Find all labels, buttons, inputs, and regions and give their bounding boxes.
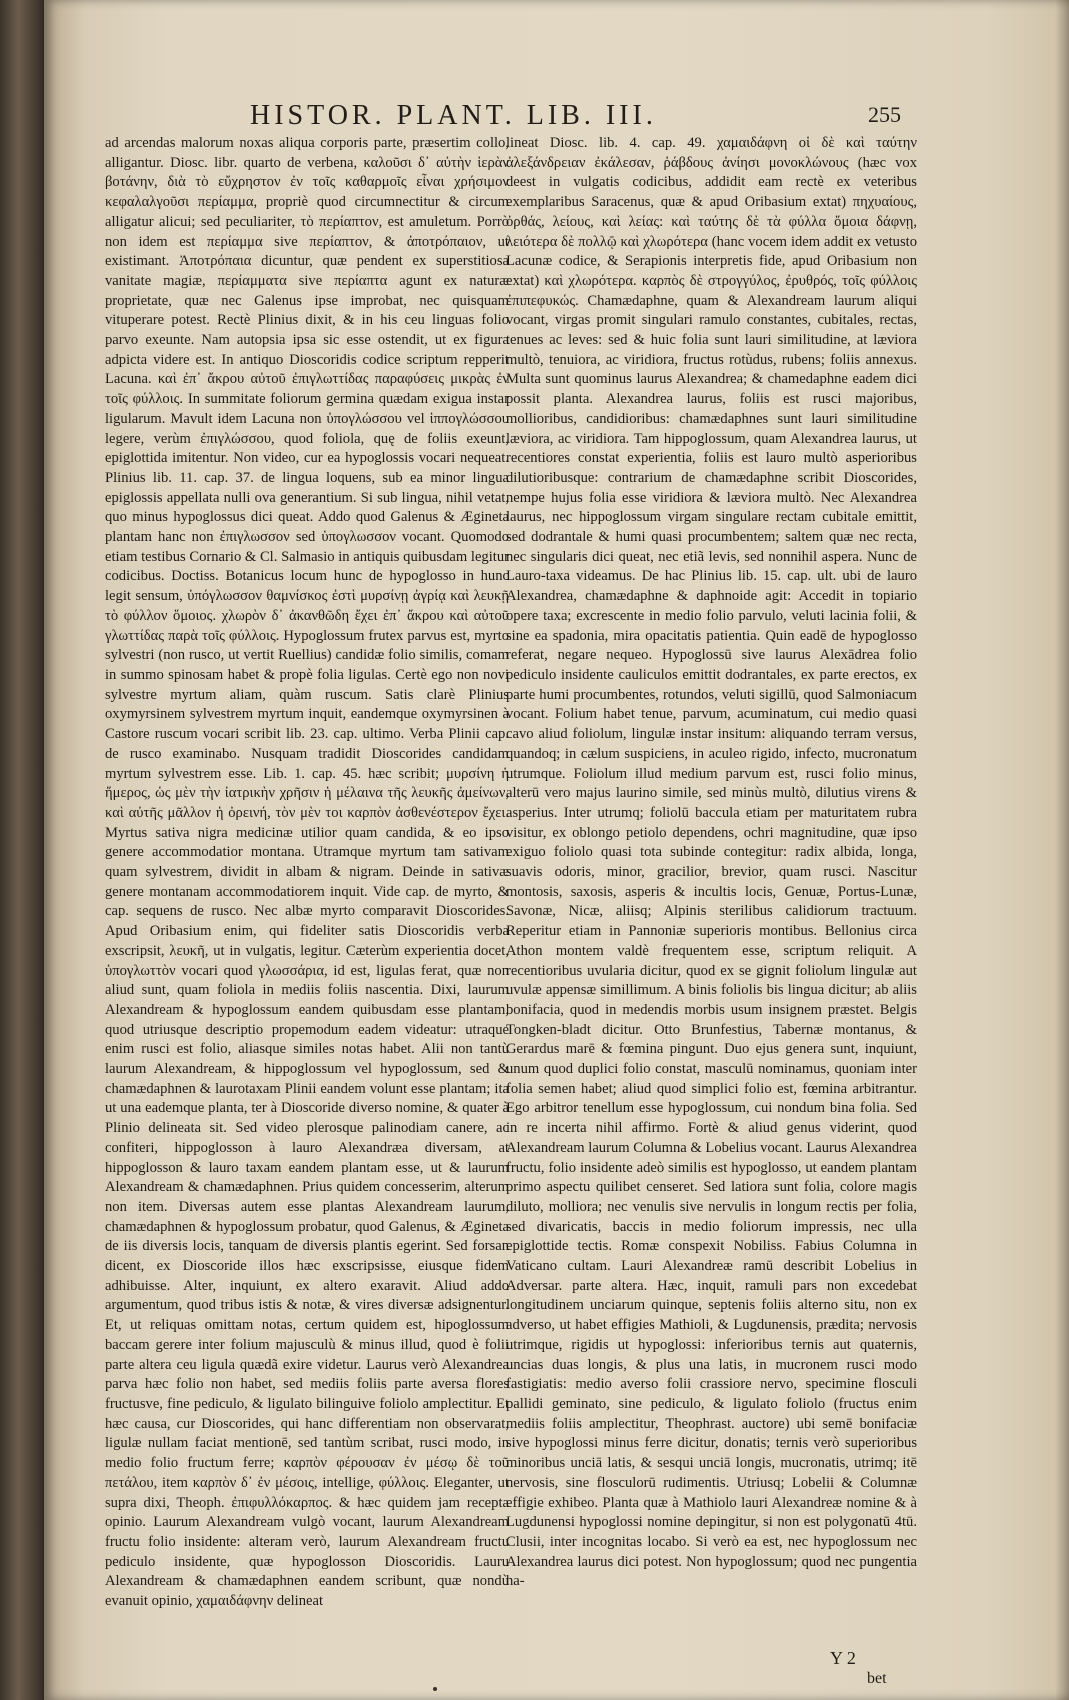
column-text: lineat Diosc. lib. 4. cap. 49. χαμαιδάφνη οἱ δὲ καὶ ταύτην ἀλεξάνδρειαν ἐκάλεσαν, ῥάβδους ἀνίησι μονοκλώνους (hæc vox deest in vulgatis codicibus, addidit eam rectè ex veteribus exemplaribus Saracenus, quæ & apud Oribasium extat) πηχυαίους, ὀρθάς, λείους, καὶ λείας: καὶ ταύτης δὲ τὰ φύλλα ὅμοια δάφνῃ, λειότερα δὲ πολλῷ καὶ χλωρότερα (hanc vocem idem addit ex vetusto Lacunæ codice, & Serapionis interpretis fide, apud Oribasium non extat) καὶ χλωρότερα. καρπὸς δὲ στρογγύλος, ἐρυθρός, τοῖς φύλλοις ἐπιπεφυκώς. Chamædaphne, quam & Alexandream laurum aliqui vocant, virgas promit singulari ramulo constantes, cubitales, rectas, tenues ac leves: sed & huic folia sunt lauri similitudine, at læviora multò, tenuiora, ac viridiora, fructus rotùdus, rubens; foliis annexus. Multa sunt quominus laurus Alexandrea; & chamedaphne eadem dici possit planta. Alexandrea laurus, foliis est rusci majoribus, mollioribus, candidioribus: chamædaphnes sunt lauri similitudine læviora, ac viridiora. Tam hippoglossum, quam Alexandrea laurus, ut recentiores constat experientia, foliis est lauro multò asperioribus dilutioribusque: contrarium de chamædaphne scribit Dioscorides, nempe hujus folia esse viridiora & læviora multò. Nec Alexandrea laurus, nec hippoglossum virgam singulare rectam cubitale emittit, sed dodrantale & humi quasi procumbentem; saltem quæ nec recta, nec singularis dici queat, nec etiã levis, sed nonnihil aspera. Nunc de Lauro-taxa videamus. De hac Plinius lib. 15. cap. ult. ubi de lauro Alexandrea, chamædaphne & daphnoide agit: Accedit in topiario opere taxa; excrescente in medio folio parvulo, veluti lacinia folii, & sine ea spadonia, mira opacitatis patientia. Quin eadē de hypoglosso referat, negare nequeo. Hypoglossū sive laurus Alexādrea folio pediculo insidente cauliculos emittit dodrantales, ex parte erectos, ex parte humi procumbentes, rotundos, veluti sigillū, quod Salmoniacum vocant. Folium habet tenue, parvum, acuminatum, cui medio quasi cavo aliud foliolum, lingulæ instar insitum: aliquando terram versus, quandoq; in cælum suspiciens, in aculeo rigido, infecto, mucronatum utrumque. Foliolum illud medium parvum est, rusci folio minus, alterū vero majus laurino simile, sed minùs multò, dilutius virens & asperius. Inter utrumq; foliolū baccula etiam per maturitatem rubra visitur, ex oblongo petiolo dependens, ochri magnitudine, quæ ipso exiguo foliolo quasi tota subinde contegitur: radix albida, longa, suavis odoris, minor, gracilior, brevior, quam rusci. Nascitur montosis, saxosis, asperis & incultis locis, Genuæ, Portus-Lunæ, Savonæ, Nicæ, aliisq; Alpinis sterilibus calidiorum tractuum. Reperitur etiam in Pannoniæ superioris montibus. Bellonius circa Athon montem valdè frequentem esse, scriptum reliquit. A recentioribus uvularia dicitur, quod ex se gignit foliolum lingulæ aut uvulæ appensæ simillimum. A binis foliolis bis lingua dicitur; ab aliis bonifacia, quod in medendis morbis usum insignem præstet. Belgis Tongken-bladt dicitur. Otto Brunfestius, Tabernæ montanus, & Gerardus marē & fœmina pingunt. Duo ejus genera sunt, inquiunt, unum quod duplici folio constat, masculū nominamus, quoniam inter folia semen habet; aliud quod simplici folio est, fœmina arbitrantur. Ego arbitror tenellum esse hypoglossum, cui nondum bina folia. Sed in re incerta nihil affirmo. Fortè & aliud genus viderint, quod Alexandream laurum Columna & Lobelius vocant. Laurus Alexandrea fructu, folio insidente adeò similis est hypoglosso, ut eandem plantam primo aspectu quilibet censeret. Sed latiora sunt folia, colore magis diluto, molliora; nec venulis sive nervulis in longum rectis per folia, sed divaricatis, baccis in medio foliorum impressis, nec ulla epiglottide tectis. Romæ conspexit Nobiliss. Fabius Columna in Vaticano cultam. Lauri Alexandreæ ramū describit Lobelius in Adversar. parte altera. Hæc, inquit, ramuli pars non excedebat longitudinem unciarum quinque, septenis foliis alterno situ, non ex adverso, ut habet effigies Mathioli, & Lugdunensis, prædita; nervosis utrimque, rigidis ut hypoglossi: inferioribus ternis aut quaternis, uncias duas longis, & plus una latis, in mucronem rusci modo fastigiatis: medio averso folii crassiore nervo, specimine flosculi pallidi geminato, sine pediculo, & ligulato foliolo (fructus enim mediis foliis amplectitur, Theophrast. auctore) ubi semē bonifaciæ sive hypoglossi minus ferre dicitur, donatis; ternis verò superioribus minoribus unciā latis, & sesqui unciā longis, mucronatis, utrimq; itē nervosis, sine flosculorū rudimentis. Utriusq; Lobelii & Columnæ effigie exhibeo. Planta quæ à Mathiolo lauri Alexandreæ nomine & à Lugdunensi hypoglossi nomine depingitur, si non est polygonatū 4tū. Clusii, inter incognitas locabo. Si verò ea est, nec hypoglossum nec Alexandrea laurus dici potest. Non hypoglossum; quod nec pungentia ha- — [506, 135, 917, 1590]
signature-mark: Y 2 — [830, 1648, 856, 1668]
running-head: HISTOR. PLANT. LIB. III. — [250, 100, 657, 131]
text-column-left — [105, 134, 509, 1610]
column-text: ad arcendas malorum noxas aliqua corporis parte, præsertim collo, alligantur. Diosc. libr. quarto de verbena, καλοῦσι δ᾽ αὐτὴν ἱερὰν βοτάνην, διὰ τὸ εὔχρηστον ἐν τοῖς καθαρμοῖς εἶναι χρήσιμον κεφαλαλγοῦσι περίαμμα, propriè quod circumnectitur & circum alligatur alicui; sed peculiariter, τὸ περίαπτον, est amuletum. Porrò non idem est περίαμμα sive περίαπτον, & ἀποτρόπαιον, ut existimant. Ἀποτρόπαια dicuntur, quæ pendent ex superstitiosa vanitate magiæ, περίαμματα sive περίαπτα agunt ex naturæ proprietate, quæ nec Galenus ipse improbat, nec quisquam vituperare potest. Rectè Plinius dixit, & in his ceu linguas folio parvo exeunte. Nam autopsia ipsa sic esse ostendit, ut ex figura adpicta videre est. In antiquo Dioscoridis codice scriptum repperit Lacuna. καὶ ἐπ᾽ ἄκρου αὐτοῦ ἐπιγλωττίδας παραφύσεις μικρὰς ἐν τοῖς φύλλοις. In summitate foliorum germina quædam exigua instar ligularum. Mavult idem Lacuna non ὑπογλώσσου vel ἱππογλώσσου legere, verùm ἐπιγλώσσου, quod foliola, quę de foliis exeunt, epiglottida imitentur. Non video, cur ea hypoglossis vocari nequeat. Plinius lib. 11. cap. 37. de lingua loquens, sub ea minor lingua epiglossis appellata nulli ova generantium. Si sub lingua, nihil vetat, quo minus hypoglossus dici queat. Addo quod Galenus & Ægineta plantam hanc non ἐπιγλωσσον sed ὑπογλωσσον vocant. Quomodo etiam testibus Cornario & Cl. Salmasio in antiquis quibusdam legitur codicibus. Doctiss. Botanicus locum hunc de hypoglosso in hunc legit sensum, ὑπόγλωσσον θαμνίσκος ἐστὶ μυρσίνῃ ἀγρίᾳ καὶ λευκῇ τὸ φύλλον ὅμοιος. χλωρὸν δ᾽ ἀκανθῶδη ἔχει ἐπ᾽ ἄκρου καὶ αὐτοῦ γλωττίδας παρὰ τοῖς φύλλοις. Hypoglossum frutex parvus est, myrto sylvestri (non rusco, ut vertit Ruellius) candidæ folio similis, comam in summo spinosam habet & propè folia ligulas. Certè ego non novi sylvestre myrtum aliam, quàm ruscum. Satis clarè Plinius oxymyrsinem sylvestrem myrtum inquit, eandemque oxymyrsinen à Castore ruscum vocari scribit lib. 23. cap. ultimo. Verba Plinii cap. de rusco examinabo. Nusquam tradidit Dioscorides candidam myrtum sylvestrem esse. Lib. 1. cap. 45. hæc scribit; μυρσίνη ἡ ἥμερος, ὡς μὲν τὴν ἰατρικὴν χρῆσιν ἡ μέλαινα τῆς λευκῆς ἀμείνων, καὶ αὐτῆς μᾶλλον ἡ ὀρεινή, τὸν μὲν τοι καρπὸν ἀσθενέστερον ἔχει. Myrtus sativa nigra medicinæ utilior quam candida, & eo ipso genere accommodatior montana. Utramque myrtum tam sativam quam sylvestrem, dividit in albam & nigram. Deinde in sativæ genere montanam accommodatiorem inquit. Vide cap. de myrto, & cap. sequens de rusco. Nec albæ myrto comparavit Dioscorides. Apud Oribasium enim, qui fideliter satis Dioscoridis verba exscripsit, λευκῆ, ut in vulgatis, legitur. Cæterùm experientia docet, ὑπογλωττὸν vocari quod γλωσσάρια, id est, ligulas ferat, quæ non aliud sunt, quam foliola in mediis foliis nascentia. Dixi, laurum Alexandream & hypoglossum eandem quibusdam esse plantam, quod utriusque descriptio propemodum eadem videatur: utraque enim rusci est folio, aliasque similes notas habet. Alii non tantù laurum Alexandream, & hippoglossum vel hypoglossum, sed & chamædaphnen & laurotaxam Plinii eandem volunt esse plantam; ita ut una eademque planta, ter à Dioscoride diverso nomine, & quater à Plinio delineata sit. Sed video plerosque palinodiam canere, ac confiteri, hippoglosson à lauro Alexandræa diversam, at hippoglosson & lauro taxam eandem plantam esse, ut & laurum Alexandream & chamædaphnen. Prius quidem concesserim, alterum non item. Diversas autem esse plantas Alexandream laurum, chamædaphnen & hypoglossum probatur, quod Galenus, & Ægineta de iis diversis locis, tanquam de diversis plantis egerint. Sed forsan dicent, ex Dioscoride illos hæc exscripsisse, eiusque fidem adhibuisse. Alter, inquiunt, ex altero exaravit. Aliud addo argumentum, quod tribus istis & notæ, & vires diversæ adsignentur. Et, ut reliquas omittam notas, certum quidem est, hipoglossum baccam gerere inter folium majusculù & minus illud, quod è folii parte altera ceu ligula quædã exire videtur. Laurus verò Alexandrea parva hæc folio non habet, sed mediis foliis parte aversa flores fructusve, fine pediculo, & ligulato bilinguive foliolo amplectitur. Et hæc causa, cur Dioscorides, qui hanc differentiam non observarat, ligulæ nullam faciat mentionē, sed tantùm scribat, rusci modo, in medio folio fructum ferre; καρπὸν φέρουσαν ἐν μέσῳ δὲ τοῦ πετάλου, item καρπὸν δ᾽ ἐν μέσοις, intellige, φύλλοις. Eleganter, ut supra dixi, Theoph. ἐπιφυλλόκαρπος. & hæc quidem jam recepta opinio. Laurum Alexandream vulgò vocant, laurum Alexandream fructu folio insidente: alteram verò, laurum Alexandream fructu pediculo insidente, quæ hypoglosson Dioscoridis. Lauru Alexandream & chamædaphnen eandem scribunt, quæ nondù evanuit opinio, χαμαιδάφνην delineat — [105, 135, 509, 1610]
text-column-right — [506, 134, 917, 1594]
ink-speck — [433, 1687, 437, 1691]
catchword: bet — [867, 1670, 887, 1687]
page-number: 255 — [868, 102, 901, 127]
